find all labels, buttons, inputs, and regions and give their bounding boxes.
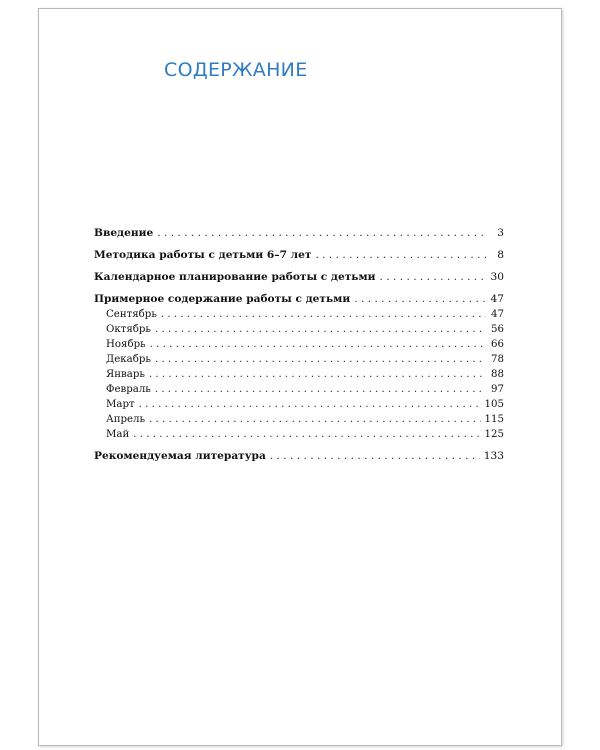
toc-entry xyxy=(94,227,504,243)
toc-page-number: 88 xyxy=(491,369,504,380)
toc-entry-label: Ноябрь xyxy=(106,339,146,350)
toc-entry-label: Март xyxy=(106,399,135,410)
toc-entry-label: Май xyxy=(106,429,130,440)
toc-page-number: 66 xyxy=(491,339,504,350)
document-page xyxy=(38,8,562,746)
toc-entry xyxy=(94,249,504,265)
toc-entry-label: Сентябрь xyxy=(106,309,157,320)
toc-page-number: 78 xyxy=(491,354,504,365)
toc-subentry xyxy=(94,339,504,354)
toc-page-number: 56 xyxy=(491,324,504,335)
toc-leader-dots xyxy=(155,324,486,335)
toc-entry xyxy=(94,271,504,287)
toc-entry-label: Календарное планирование работы с детьми xyxy=(94,271,376,283)
toc-subentry xyxy=(94,369,504,384)
toc-page-number: 3 xyxy=(497,227,504,239)
toc-leader-dots xyxy=(380,271,486,283)
toc-entry xyxy=(94,293,504,309)
toc-page-number: 30 xyxy=(490,271,504,283)
toc-page-number: 47 xyxy=(490,293,504,305)
toc-entry-label: Рекомендуемая литература xyxy=(94,450,266,462)
toc-subentry xyxy=(94,354,504,369)
toc-page-number: 125 xyxy=(484,429,504,440)
toc-entry-label: Декабрь xyxy=(106,354,151,365)
toc-subentry xyxy=(94,414,504,429)
toc-leader-dots xyxy=(139,399,481,410)
toc-subentry xyxy=(94,384,504,399)
toc-subentry xyxy=(94,324,504,339)
toc-subentry xyxy=(94,309,504,324)
toc-entry-label: Январь xyxy=(106,369,145,380)
toc-entry-label: Октябрь xyxy=(106,324,151,335)
table-of-contents xyxy=(94,227,504,466)
toc-page-number: 105 xyxy=(484,399,504,410)
toc-page-number: 133 xyxy=(483,450,504,462)
toc-page-number: 8 xyxy=(497,249,504,261)
toc-page-number: 47 xyxy=(491,309,504,320)
toc-leader-dots xyxy=(155,354,486,365)
toc-page-number: 115 xyxy=(484,414,504,425)
toc-entry-label: Апрель xyxy=(106,414,146,425)
toc-leader-dots xyxy=(150,339,486,350)
page-title: СОДЕРЖАНИЕ xyxy=(164,59,308,81)
toc-leader-dots xyxy=(270,450,480,462)
toc-leader-dots xyxy=(149,414,480,425)
toc-entry-label: Примерное содержание работы с детьми xyxy=(94,293,351,305)
toc-entry-label: Введение xyxy=(94,227,154,239)
toc-entry-label: Февраль xyxy=(106,384,151,395)
toc-subentry xyxy=(94,399,504,414)
toc-leader-dots xyxy=(315,249,486,261)
toc-leader-dots xyxy=(161,309,486,320)
toc-leader-dots xyxy=(155,384,486,395)
toc-entry xyxy=(94,450,504,466)
toc-leader-dots xyxy=(354,293,486,305)
toc-leader-dots xyxy=(157,227,486,239)
toc-page-number: 97 xyxy=(491,384,504,395)
toc-leader-dots xyxy=(149,369,486,380)
toc-entry-label: Методика работы с детьми 6–7 лет xyxy=(94,249,312,261)
toc-subentry xyxy=(94,429,504,444)
toc-leader-dots xyxy=(133,429,480,440)
